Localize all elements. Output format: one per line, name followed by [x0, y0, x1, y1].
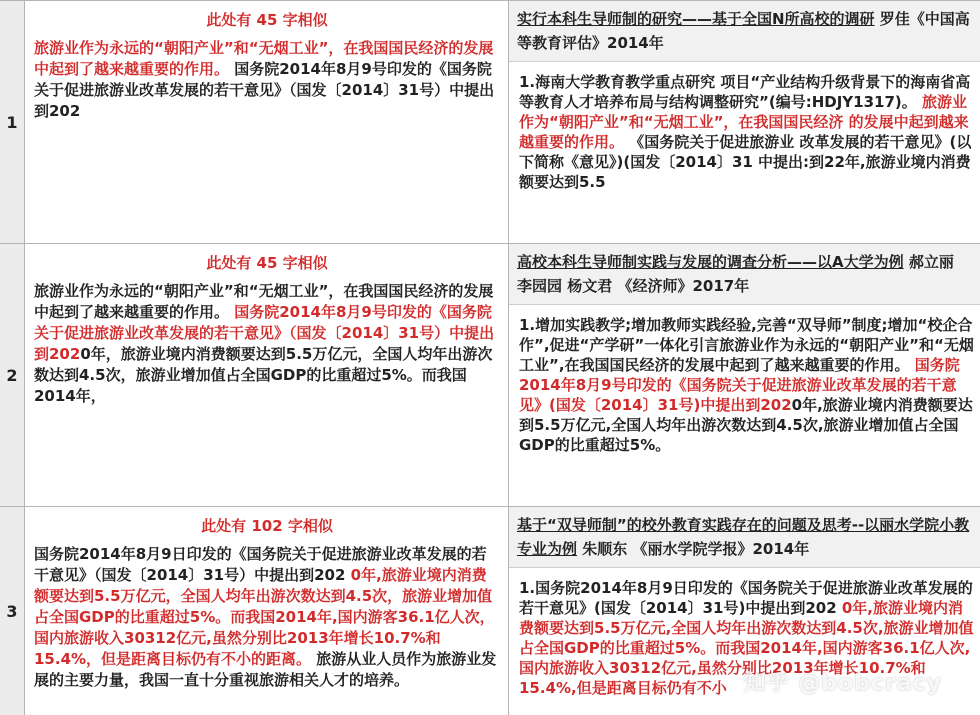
plain-text: 旅游从业人员作为旅游业发展的主要力量，我国一直十分重视旅游相关人才的培养。 [34, 650, 497, 689]
source-header [509, 1, 980, 62]
matched-text: 旅游业作为“朝阳产业”和“无烟工业”，在我国国民经济 的发展中起到越来越重要的作用。 [519, 93, 969, 151]
submitted-text-cell [24, 1, 509, 243]
submitted-text-cell [24, 507, 509, 715]
source-cell [509, 244, 980, 506]
submitted-text [34, 544, 500, 691]
plain-text: 国务院2014年8月9号印发的《国务院关于促进旅游业改革发展的若干意见》（国发〔2014〕31号）中提出到202 [34, 60, 495, 120]
row-index: 2 [0, 244, 25, 506]
matched-text: 国务院2014年8月9号印发的《国务院关于促进旅游业改革发展的若干意见》（国发〔2014〕31号）中提出到202 [34, 303, 495, 363]
matched-text: 0年,旅游业境内消费额要达到5.5万亿元,全国人均年出游次数达到4.5次,旅游业增加值占全国GDP的比重超过5%。而我国2014年,国内游客36.1亿人次,国内旅游收入30312亿元,虽然分别比2013年增长10.7%和15.4%,但是距离目标仍有不小 [519, 599, 974, 697]
source-title-link[interactable]: 基于“双导师制”的校外教育实践存在的问题及思考--以丽水学院小教专业为例 [517, 516, 970, 558]
plain-text: 1.国务院2014年8月9日印发的《国务院关于促进旅游业改革发展的若干意见》(国发〔2014〕31号)中提出到202 [519, 579, 973, 617]
table-row [0, 506, 980, 715]
similarity-label: 此处有 45 字相似 [206, 11, 328, 29]
similarity-label: 此处有 45 字相似 [206, 254, 328, 272]
source-text [509, 305, 980, 455]
source-text [509, 62, 980, 192]
submitted-text-cell [24, 244, 509, 506]
matched-text: 国务院2014年8月9号印发的《国务院关于促进旅游业改革发展的若干意见》(国发〔2014〕31号)中提出到202 [519, 356, 960, 414]
plain-text: 0年,旅游业境内消费额要达到5.5万亿元,全国人均年出游次数达到4.5次,旅游业增加值占全国GDP的比重超过5%。 [519, 396, 973, 454]
source-header [509, 244, 980, 305]
source-meta: 罗佳《中国高等教育评估》2014年 [517, 10, 970, 52]
plain-text: 0年，旅游业境内消费额要达到5.5万亿元，全国人均年出游次数达到4.5次，旅游业增加值占全国GDP的比重超过5%。而我国2014年， [34, 345, 493, 405]
plain-text: 1.海南大学教育教学重点研究 项目“产业结构升级背景下的海南省高等教育人才培养布局与结构调整研究”(编号:HDJY1317)。 [519, 73, 971, 111]
table-row [0, 0, 980, 243]
similarity-label: 此处有 102 字相似 [201, 517, 333, 535]
plain-text: 1.增加实践教学;增加教师实践经验,完善“双导师”制度;增加“校企合作”,促进“产学研”一体化引言旅游业作为永远的“朝阳产业”和“无烟工业”,在我国国民经济的发展中起到了越来越重要的作用。 [519, 316, 974, 374]
plain-text: 国务院2014年8月9日印发的《国务院关于促进旅游业改革发展的若干意见》（国发〔2014〕31号）中提出到202 [34, 545, 487, 584]
submitted-text [34, 38, 500, 122]
matched-text: 0年,旅游业境内消费额要达到5.5万亿元，全国人均年出游次数达到4.5次，旅游业增加值占全国GDP的比重超过5%。而我国2014年,国内游客36.1亿人次，国内旅游收入30312亿元,虽然分别比2013年增长10.7%和15.4%，但是距离目标仍有不小的距离。 [34, 566, 495, 668]
source-header [509, 507, 980, 568]
watermark: 知乎 @bobcracy [743, 671, 942, 696]
plain-text: 《国务院关于促进旅游业 改革发展的若干意见》(以下简称《意见》)(国发〔2014〕31 中提出:到22年,旅游业境内消费额要达到5.5 [519, 133, 972, 191]
source-cell [509, 1, 980, 243]
row-index: 3 [0, 507, 25, 715]
source-meta: 郝立丽 李园园 杨文君 《经济师》2017年 [517, 253, 954, 295]
plain-text: 旅游业作为永远的“朝阳产业”和“无烟工业”，在我国国民经济的发展中起到了越来越重要的作用。 [34, 282, 494, 321]
source-cell [509, 507, 980, 715]
row-index: 1 [0, 1, 25, 243]
source-meta: 朱顺东 《丽水学院学报》2014年 [577, 540, 810, 558]
matched-text: 旅游业作为永远的“朝阳产业”和“无烟工业”，在我国国民经济的发展中起到了越来越重要的作用。 [34, 39, 494, 78]
source-title-link[interactable]: 实行本科生导师制的研究——基于全国N所高校的调研 [517, 10, 875, 28]
submitted-text [34, 281, 500, 407]
table-row [0, 243, 980, 506]
source-title-link[interactable]: 高校本科生导师制实践与发展的调查分析——以A大学为例 [517, 253, 904, 271]
